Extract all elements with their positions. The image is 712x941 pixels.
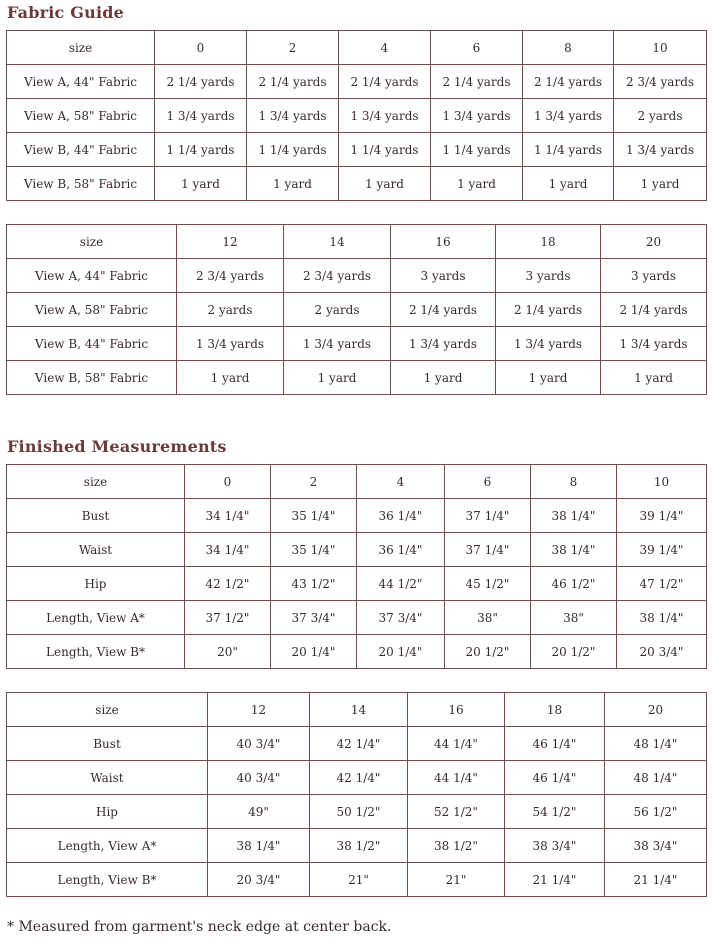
- table-cell: 2 1/4 yards: [431, 65, 523, 99]
- table-cell: 2: [247, 31, 339, 65]
- table-cell: 1 yard: [431, 167, 523, 201]
- table-cell: 42 1/2": [185, 567, 271, 601]
- table-cell: 38 1/4": [531, 499, 617, 533]
- table-cell: 2 1/4 yards: [247, 65, 339, 99]
- table-cell: 1 yard: [391, 361, 496, 395]
- table-row: [7, 601, 707, 635]
- table-cell: 21 1/4": [505, 863, 605, 897]
- row-label-cell: size: [7, 225, 177, 259]
- table-cell: 4: [339, 31, 431, 65]
- table-cell: 38 3/4": [605, 829, 707, 863]
- finished-measurements-table-sizes-0-10: [6, 464, 707, 669]
- table-cell: 1 3/4 yards: [614, 133, 707, 167]
- table-cell: 39 1/4": [617, 499, 707, 533]
- table-cell: 1 3/4 yards: [391, 327, 496, 361]
- table-cell: 2 1/4 yards: [391, 293, 496, 327]
- table-cell: 36 1/4": [357, 533, 445, 567]
- table-cell: 2 1/4 yards: [496, 293, 601, 327]
- fabric-guide-table-sizes-12-20: [6, 224, 707, 395]
- table-row: [7, 567, 707, 601]
- table-cell: 21 1/4": [605, 863, 707, 897]
- table-cell: 1 3/4 yards: [155, 99, 247, 133]
- row-label-cell: View A, 58" Fabric: [7, 293, 177, 327]
- table-cell: 10: [617, 465, 707, 499]
- table-cell: 1 1/4 yards: [339, 133, 431, 167]
- table-cell: 42 1/4": [310, 761, 408, 795]
- table-cell: 38 3/4": [505, 829, 605, 863]
- table-row: [7, 65, 707, 99]
- table-cell: 48 1/4": [605, 727, 707, 761]
- table-row: [7, 863, 707, 897]
- table-cell: 34 1/4": [185, 533, 271, 567]
- row-label-cell: View B, 58" Fabric: [7, 361, 177, 395]
- table-cell: 14: [284, 225, 391, 259]
- row-label-cell: Bust: [7, 727, 208, 761]
- row-label-cell: Waist: [7, 761, 208, 795]
- table-cell: 6: [431, 31, 523, 65]
- table-cell: 2 3/4 yards: [177, 259, 284, 293]
- row-label-cell: size: [7, 465, 185, 499]
- row-label-cell: View A, 44" Fabric: [7, 65, 155, 99]
- table-cell: 44 1/2": [357, 567, 445, 601]
- table-row: [7, 635, 707, 669]
- table-cell: 20 1/4": [271, 635, 357, 669]
- table-cell: 1 3/4 yards: [339, 99, 431, 133]
- row-label-cell: size: [7, 31, 155, 65]
- row-label-cell: Length, View A*: [7, 601, 185, 635]
- table-row: [7, 167, 707, 201]
- row-label-cell: Length, View B*: [7, 863, 208, 897]
- table-cell: 38 1/2": [408, 829, 505, 863]
- table-cell: 50 1/2": [310, 795, 408, 829]
- table-cell: 8: [531, 465, 617, 499]
- table-cell: 38 1/4": [617, 601, 707, 635]
- table-cell: 37 1/2": [185, 601, 271, 635]
- table-cell: 1 yard: [614, 167, 707, 201]
- row-label-cell: View B, 58" Fabric: [7, 167, 155, 201]
- table-cell: 37 3/4": [357, 601, 445, 635]
- fabric-guide-title: Fabric Guide: [7, 3, 125, 22]
- footnote: * Measured from garment's neck edge at center back.: [7, 919, 392, 935]
- table-cell: 18: [505, 693, 605, 727]
- table-cell: 46 1/4": [505, 761, 605, 795]
- table-row: [7, 327, 707, 361]
- finished-measurements-title: Finished Measurements: [7, 437, 227, 456]
- table-cell: 34 1/4": [185, 499, 271, 533]
- table-row: [7, 795, 707, 829]
- table-cell: 38 1/2": [310, 829, 408, 863]
- table-cell: 1 3/4 yards: [431, 99, 523, 133]
- table-header-row: [7, 31, 707, 65]
- table-cell: 1 1/4 yards: [247, 133, 339, 167]
- table-cell: 1 yard: [247, 167, 339, 201]
- table-cell: 6: [445, 465, 531, 499]
- table-cell: 1 1/4 yards: [523, 133, 614, 167]
- table-cell: 1 yard: [339, 167, 431, 201]
- row-label-cell: size: [7, 693, 208, 727]
- table-cell: 1 yard: [523, 167, 614, 201]
- table-cell: 20": [185, 635, 271, 669]
- table-cell: 2 1/4 yards: [601, 293, 707, 327]
- table-cell: 2 1/4 yards: [523, 65, 614, 99]
- table-cell: 1 yard: [177, 361, 284, 395]
- table-cell: 2 yards: [177, 293, 284, 327]
- table-cell: 47 1/2": [617, 567, 707, 601]
- table-cell: 42 1/4": [310, 727, 408, 761]
- table-cell: 2 yards: [284, 293, 391, 327]
- table-cell: 2 3/4 yards: [284, 259, 391, 293]
- row-label-cell: View A, 58" Fabric: [7, 99, 155, 133]
- fabric-guide-table-sizes-0-10: [6, 30, 707, 201]
- table-cell: 54 1/2": [505, 795, 605, 829]
- table-cell: 1 yard: [155, 167, 247, 201]
- table-cell: 1 3/4 yards: [523, 99, 614, 133]
- table-cell: 16: [408, 693, 505, 727]
- table-cell: 49": [208, 795, 310, 829]
- table-cell: 0: [155, 31, 247, 65]
- table-cell: 36 1/4": [357, 499, 445, 533]
- table-cell: 38 1/4": [531, 533, 617, 567]
- table-header-row: [7, 465, 707, 499]
- table-cell: 48 1/4": [605, 761, 707, 795]
- table-cell: 35 1/4": [271, 533, 357, 567]
- table-row: [7, 293, 707, 327]
- table-cell: 12: [177, 225, 284, 259]
- table-cell: 3 yards: [601, 259, 707, 293]
- row-label-cell: View B, 44" Fabric: [7, 133, 155, 167]
- table-cell: 20 1/4": [357, 635, 445, 669]
- table-cell: 3 yards: [496, 259, 601, 293]
- row-label-cell: Hip: [7, 795, 208, 829]
- table-cell: 43 1/2": [271, 567, 357, 601]
- table-cell: 39 1/4": [617, 533, 707, 567]
- table-cell: 37 1/4": [445, 499, 531, 533]
- table-header-row: [7, 693, 707, 727]
- table-cell: 1 3/4 yards: [496, 327, 601, 361]
- row-label-cell: View A, 44" Fabric: [7, 259, 177, 293]
- table-cell: 1 1/4 yards: [431, 133, 523, 167]
- table-cell: 1 yard: [284, 361, 391, 395]
- table-row: [7, 761, 707, 795]
- table-row: [7, 499, 707, 533]
- table-cell: 20 1/2": [531, 635, 617, 669]
- table-cell: 2: [271, 465, 357, 499]
- row-label-cell: Bust: [7, 499, 185, 533]
- table-cell: 1 3/4 yards: [247, 99, 339, 133]
- table-cell: 46 1/2": [531, 567, 617, 601]
- row-label-cell: Waist: [7, 533, 185, 567]
- table-cell: 46 1/4": [505, 727, 605, 761]
- table-cell: 40 3/4": [208, 761, 310, 795]
- table-cell: 8: [523, 31, 614, 65]
- table-cell: 2 3/4 yards: [614, 65, 707, 99]
- table-cell: 52 1/2": [408, 795, 505, 829]
- table-cell: 38": [531, 601, 617, 635]
- table-cell: 18: [496, 225, 601, 259]
- table-cell: 12: [208, 693, 310, 727]
- table-row: [7, 533, 707, 567]
- table-cell: 1 yard: [601, 361, 707, 395]
- row-label-cell: Length, View B*: [7, 635, 185, 669]
- table-row: [7, 99, 707, 133]
- table-cell: 20 3/4": [617, 635, 707, 669]
- row-label-cell: View B, 44" Fabric: [7, 327, 177, 361]
- table-cell: 21": [310, 863, 408, 897]
- row-label-cell: Length, View A*: [7, 829, 208, 863]
- table-cell: 0: [185, 465, 271, 499]
- table-cell: 37 3/4": [271, 601, 357, 635]
- table-cell: 44 1/4": [408, 761, 505, 795]
- table-cell: 56 1/2": [605, 795, 707, 829]
- table-row: [7, 727, 707, 761]
- table-row: [7, 133, 707, 167]
- table-cell: 38": [445, 601, 531, 635]
- table-row: [7, 829, 707, 863]
- table-cell: 4: [357, 465, 445, 499]
- finished-measurements-table-sizes-12-20: [6, 692, 707, 897]
- table-cell: 1 3/4 yards: [601, 327, 707, 361]
- table-cell: 38 1/4": [208, 829, 310, 863]
- table-cell: 1 3/4 yards: [177, 327, 284, 361]
- table-cell: 1 1/4 yards: [155, 133, 247, 167]
- table-cell: 20: [605, 693, 707, 727]
- table-cell: 40 3/4": [208, 727, 310, 761]
- table-cell: 14: [310, 693, 408, 727]
- table-cell: 20 1/2": [445, 635, 531, 669]
- table-cell: 1 yard: [496, 361, 601, 395]
- table-cell: 37 1/4": [445, 533, 531, 567]
- table-cell: 16: [391, 225, 496, 259]
- table-cell: 45 1/2": [445, 567, 531, 601]
- table-row: [7, 259, 707, 293]
- table-cell: 20: [601, 225, 707, 259]
- table-header-row: [7, 225, 707, 259]
- row-label-cell: Hip: [7, 567, 185, 601]
- table-cell: 21": [408, 863, 505, 897]
- table-cell: 3 yards: [391, 259, 496, 293]
- table-cell: 2 1/4 yards: [155, 65, 247, 99]
- table-cell: 2 yards: [614, 99, 707, 133]
- table-row: [7, 361, 707, 395]
- table-cell: 44 1/4": [408, 727, 505, 761]
- table-cell: 35 1/4": [271, 499, 357, 533]
- table-cell: 20 3/4": [208, 863, 310, 897]
- table-cell: 2 1/4 yards: [339, 65, 431, 99]
- table-cell: 10: [614, 31, 707, 65]
- table-cell: 1 3/4 yards: [284, 327, 391, 361]
